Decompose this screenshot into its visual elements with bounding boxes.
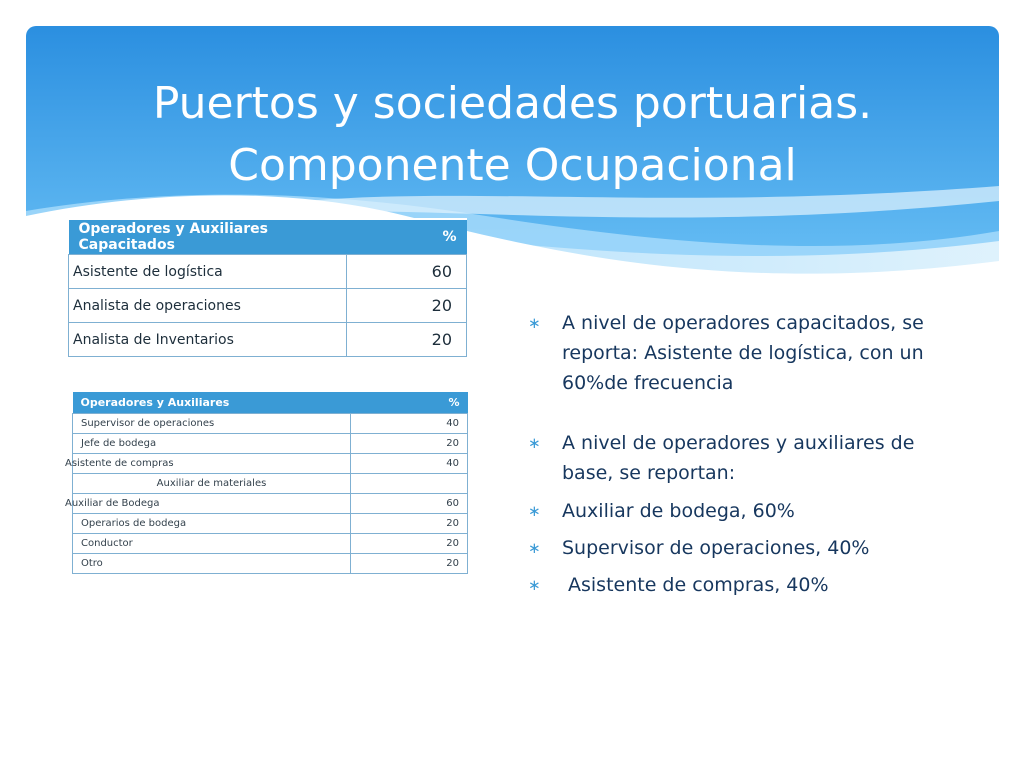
bullet-marker-icon: ∗	[528, 314, 541, 332]
bullet-item	[528, 496, 968, 526]
table-header-row	[73, 392, 468, 414]
table-cell-label: Supervisor de operaciones	[73, 414, 351, 434]
table-cell-label-text: Auxiliar de Bodega	[65, 498, 160, 509]
bullet-text: Supervisor de operaciones, 40%	[562, 537, 870, 559]
bullet-marker-icon: ∗	[528, 576, 541, 594]
table-cell-label: Analista de Inventarios	[69, 323, 347, 357]
table-cell-label: Jefe de bodega	[73, 434, 351, 454]
table-cell-label: Otro	[73, 554, 351, 574]
table-header-pct: %	[351, 392, 468, 414]
table-cell-value: 20	[351, 554, 468, 574]
bullet-marker-icon: ∗	[528, 434, 541, 452]
trained-operators-table	[68, 218, 467, 357]
bullet-item	[528, 570, 968, 600]
table-header-label: Operadores y Auxiliares	[73, 392, 351, 414]
table-row	[69, 255, 467, 289]
table-cell-value: 40	[351, 414, 468, 434]
table-header-pct: %	[347, 219, 467, 255]
bullet-marker-icon: ∗	[528, 502, 541, 520]
table-header-label: Operadores y Auxiliares Capacitados	[69, 219, 347, 255]
table-cell-value: 20	[351, 514, 468, 534]
table-row	[73, 474, 468, 494]
table-row	[73, 514, 468, 534]
table-cell-label: Operarios de bodega	[73, 514, 351, 534]
table-cell-value: 20	[351, 434, 468, 454]
table-cell-label-text: Asistente de compras	[65, 458, 174, 469]
base-operators-table	[65, 392, 468, 574]
bullet-text: A nivel de operadores capacitados, se reporta: Asistente de logística, con un 60%de frecuencia	[562, 312, 924, 394]
bullet-text: Auxiliar de bodega, 60%	[562, 500, 795, 522]
table-row	[73, 554, 468, 574]
bullet-item	[528, 533, 968, 563]
table-row	[73, 414, 468, 434]
table-cell-value: 20	[347, 323, 467, 357]
bullet-item	[528, 428, 968, 488]
bullet-text: Asistente de compras, 40%	[568, 574, 829, 596]
table-cell-label	[65, 454, 351, 474]
table-cell-value: 20	[351, 534, 468, 554]
slide-title-line1: Puertos y sociedades portuarias.	[152, 78, 873, 130]
table-cell-label: Analista de operaciones	[69, 289, 347, 323]
table-cell-label	[65, 494, 351, 514]
table-cell-label: Auxiliar de materiales	[73, 474, 351, 494]
table-row	[73, 454, 468, 474]
table-row	[69, 323, 467, 357]
table-cell-value: 60	[351, 494, 468, 514]
table-cell-value: 20	[347, 289, 467, 323]
slide-title	[26, 73, 999, 197]
table-row	[73, 434, 468, 454]
table-row	[73, 494, 468, 514]
table-cell-label: Asistente de logística	[69, 255, 347, 289]
table-cell-value: 40	[351, 454, 468, 474]
slide-title-line2: Componente Ocupacional	[228, 140, 797, 192]
bullet-list	[528, 308, 968, 600]
table-cell-value	[351, 474, 468, 494]
table-cell-value: 60	[347, 255, 467, 289]
table-row	[73, 534, 468, 554]
table-header-row	[69, 219, 467, 255]
bullet-item	[528, 308, 968, 398]
bullet-text: A nivel de operadores y auxiliares de base, se reportan:	[562, 432, 915, 484]
table-row	[69, 289, 467, 323]
bullet-marker-icon: ∗	[528, 539, 541, 557]
table-cell-label: Conductor	[73, 534, 351, 554]
